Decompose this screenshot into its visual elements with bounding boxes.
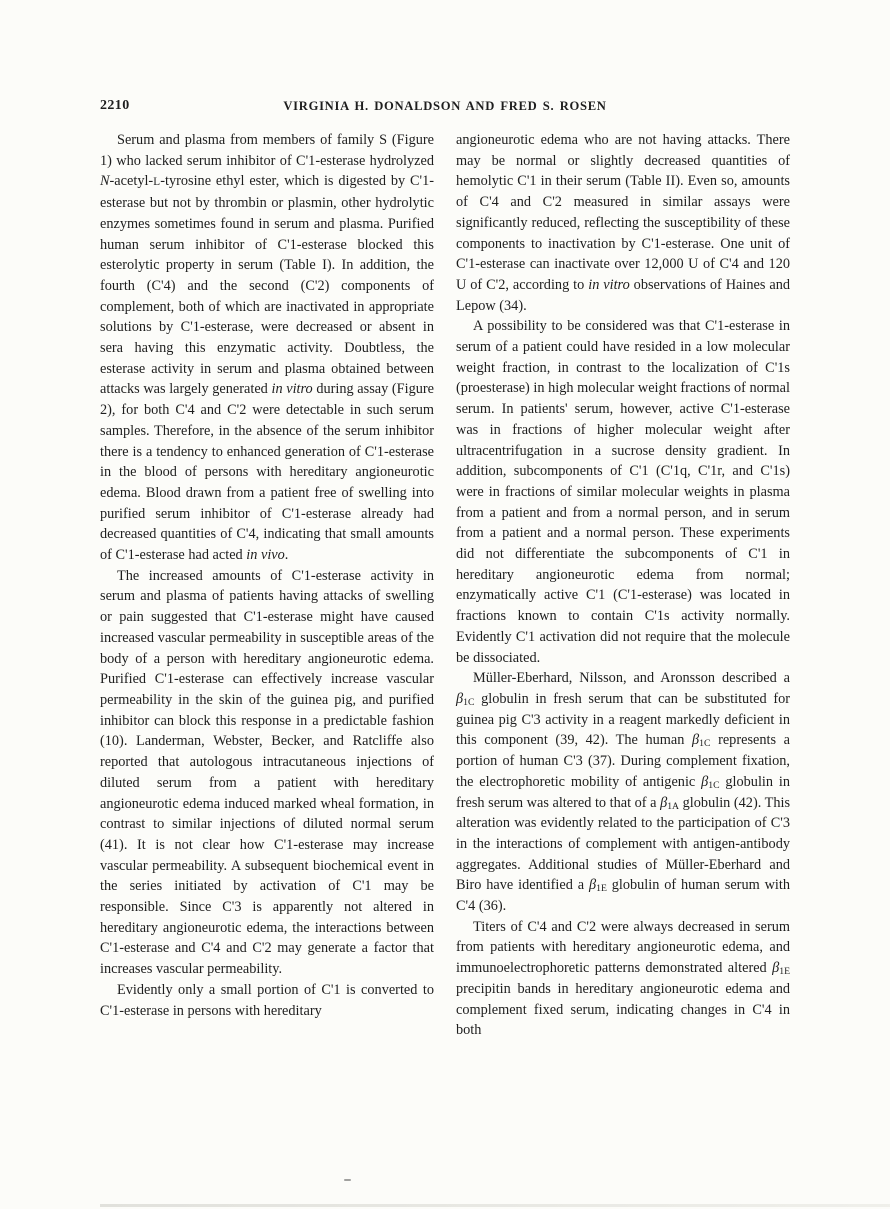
page-header <box>100 97 790 115</box>
paragraph: The increased amounts of C'1-esterase activity in serum and plasma of patients having attacks of swelling or pain suggested that C'1-esterase might have caused increased vascular permeability in susceptible areas of the body of a person with hereditary angioneurotic edema. Purified C'1-esterase can effectively increase vascular permeability in the skin of the guinea pig, and purified inhibitor can block this response in a predictable fashion (10). Landerman, Webster, Becker, and Ratcliffe also reported that autologous intracutaneous injections of diluted serum from a patient with hereditary angioneurotic edema induced marked wheal formation, in contrast to similar injections of diluted normal serum (41). It is not clear how C'1-esterase may increase vascular permeability. A subsequent biochemical event in the series initiated by activation of C'1 may be responsible. Since C'3 is apparently not altered in hereditary angioneurotic edema, the interactions between C'1-esterase and C'4 and C'2 may generate a factor that increases vascular permeability. <box>100 567 434 978</box>
paragraph: Evidently only a small portion of C'1 is converted to C'1-esterase in persons with hereditary <box>100 981 434 1019</box>
paragraph: Serum and plasma from members of family S (Figure 1) who lacked serum inhibitor of C'1-esterase hydrolyzed N-acetyl-L-tyrosine ethyl ester, which is digested by C'1-esterase but not by thrombin or plasmin, other hydrolytic enzymes sometimes found in serum and plasma. Purified human serum inhibitor of C'1-esterase blocked this esterolytic property in serum (Table I). In addition, the fourth (C'4) and the second (C'2) components of complement, both of which are inactivated in appropriate solutions by C'1-esterase, were decreased or absent in sera having this enzymatic activity. Doubtless, the esterase activity in serum and plasma obtained between attacks was largely generated in vitro during assay (Figure 2), for both C'4 and C'2 were detectable in such serum samples. Therefore, in the absence of the serum inhibitor there is a tendency to enhanced generation of C'1-esterase in the blood of persons with hereditary angioneurotic edema. Blood drawn from a patient free of swelling into purified serum inhibitor of C'1-esterase already had decreased quantities of C'4, indicating that small amounts of C'1-esterase had acted in vivo. <box>100 132 434 564</box>
running-head: VIRGINIA H. DONALDSON AND FRED S. ROSEN <box>283 99 607 113</box>
article-body <box>100 130 790 1041</box>
paragraph: angioneurotic edema who are not having attacks. There may be normal or slightly decreased quantities of hemolytic C'1 in their serum (Table II). Even so, amounts of C'4 and C'2 measured in similar assays were significantly reduced, reflecting the susceptibility of these components to inactivation by C'1-esterase. One unit of C'1-esterase can inactivate over 12,000 U of C'4 and 120 U of C'2, according to in vitro observations of Haines and Lepow (34). <box>456 132 790 314</box>
paragraph: Titers of C'4 and C'2 were always decreased in serum from patients with hereditary angioneurotic edema, and immunoelectrophoretic patterns demonstrated altered $\beta_{1E}$ precipitin bands in hereditary angioneurotic edema and complement fixed serum, indicating changes in C'4 in both <box>456 918 790 1039</box>
paragraph: A possibility to be considered was that C'1-esterase in serum of a patient could have resided in a low molecular weight fraction, in contrast to the localization of C'1s (proesterase) in high molecular weight fractions of normal serum. In patients' serum, however, active C'1-esterase was in fractions of higher molecular weight after ultracentrifugation in a sucrose density gradient. In addition, subcomponents of C'1 (C'1q, C'1r, and C'1s) were in fractions of similar molecular weights in plasma from a patient and from a normal person, and in serum from a patient and a normal person. These experiments did not differentiate the subcomponents of C'1 in hereditary angioneurotic edema from normal; enzymatically active C'1 (C'1-esterase) was located in fractions known to contain C'1s activity normally. Evidently C'1 activation did not require that the molecule be dissociated. <box>456 318 790 666</box>
left-column <box>100 130 434 1041</box>
scan-artifact <box>344 1179 351 1181</box>
page-number: 2210 <box>100 98 130 113</box>
paragraph: Müller-Eberhard, Nilsson, and Aronsson described a $\beta_{1C}$ globulin in fresh serum that can be substituted for guinea pig C'3 activity in a reagent markedly deficient in this component (39, 42). The human $\beta_{1C}$ represents a portion of human C'3 (37). During complement fixation, the electrophoretic mobility of antigenic $\beta_{1C}$ globulin in fresh serum was altered to that of a $\beta_{1A}$ globulin (42). This alteration was evidently related to the participation of C'3 in the interactions of complement with antigen-antibody aggregates. Additional studies of Müller-Eberhard and Biro have identified a $\beta_{1E}$ globulin of human serum with C'4 (36). <box>456 670 791 915</box>
right-column <box>456 130 790 1041</box>
page-edge-shadow <box>100 1204 890 1207</box>
